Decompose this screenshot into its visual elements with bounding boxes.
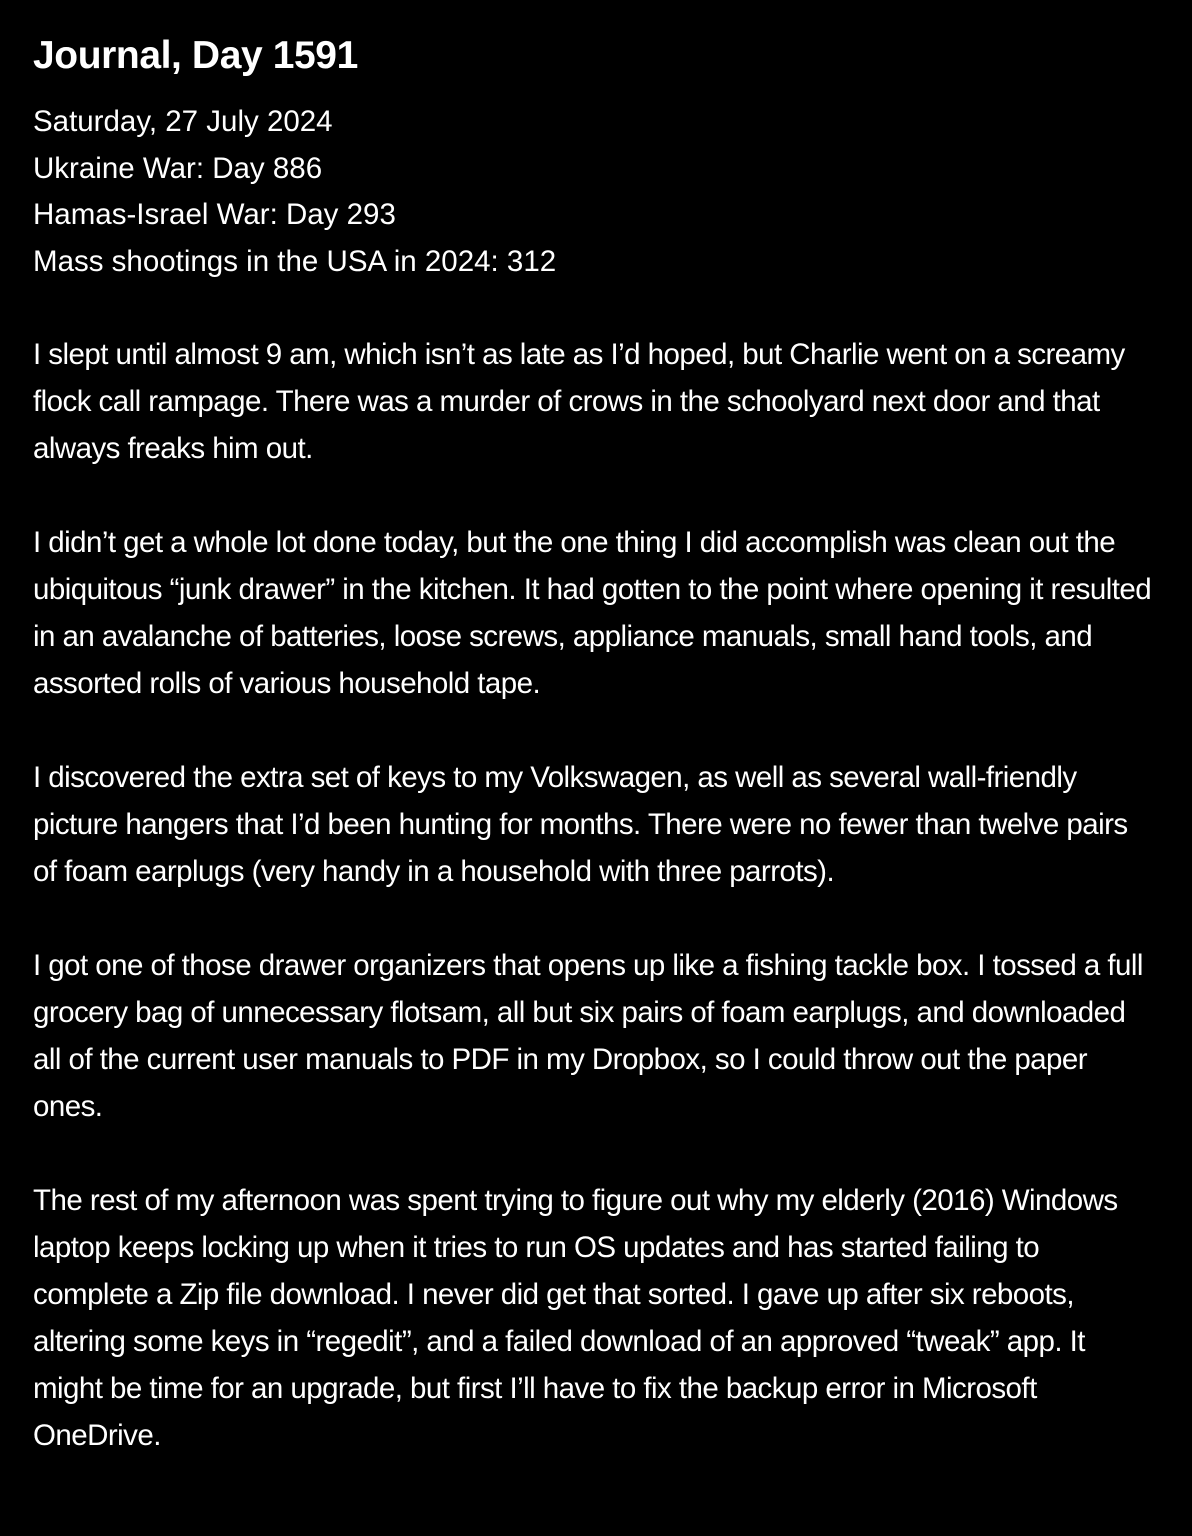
journal-title: Journal, Day 1591: [33, 34, 358, 77]
entry-paragraph: I didn’t get a whole lot done today, but the one thing I did accomplish was clean out the ubiquitous “junk drawer” in the kitchen. It had gotten to the point where opening it resulted in an avalanche of batteries, loose screws, appliance manuals, small hand tools, and assorted rolls of various household tape.: [33, 526, 1152, 700]
entry-paragraph: I got one of those drawer organizers that opens up like a fishing tackle box. I tossed a full grocery bag of unnecessary flotsam, all but six pairs of foam earplugs, and downloaded all of the current user manuals to PDF in my Dropbox, so I could throw out the paper ones.: [33, 949, 1143, 1123]
mass-shootings-counter: Mass shootings in the USA in 2024: 312: [33, 244, 557, 278]
entry-paragraph: I slept until almost 9 am, which isn’t as late as I’d hoped, but Charlie went on a screamy flock call rampage. There was a murder of crows in the schoolyard next door and that always freaks him out.: [33, 338, 1125, 465]
entry-paragraph: The rest of my afternoon was spent trying to figure out why my elderly (2016) Windows laptop keeps locking up when it tries to run OS updates and has started failing to complete a Zip file download. I never did get that sorted. I gave up after six reboots, altering some keys in “regedit”, and a failed download of an approved “tweak” app. It might be time for an upgrade, but first I’ll have to fix the backup error in Microsoft OneDrive.: [33, 1184, 1118, 1452]
entry-date: Saturday, 27 July 2024: [33, 105, 333, 138]
entry-meta: [33, 99, 1158, 285]
ukraine-war-counter: Ukraine War: Day 886: [33, 151, 323, 185]
hamas-israel-war-counter: Hamas-Israel War: Day 293: [33, 198, 396, 231]
entry-body: [33, 331, 1158, 1459]
entry-paragraph: I discovered the extra set of keys to my Volkswagen, as well as several wall-friendly picture hangers that I’d been hunting for months. There were no fewer than twelve pairs of foam earplugs (very handy in a household with three parrots).: [33, 761, 1128, 888]
